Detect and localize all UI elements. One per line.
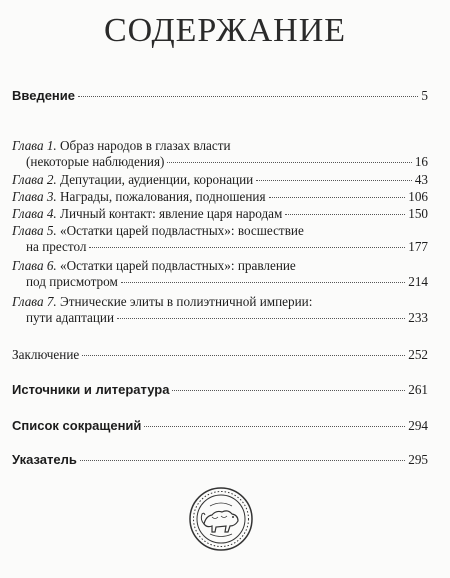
dot-leader <box>269 197 406 198</box>
toc-page-number: 214 <box>408 274 428 289</box>
chapter-prefix: Глава 3. <box>12 189 57 204</box>
chapter-prefix: Глава 5. <box>12 223 57 238</box>
toc-page-number: 261 <box>408 382 428 397</box>
chapter-title: «Остатки царей подвластных»: правление <box>56 258 296 273</box>
chapter-title: Награды, пожалования, подношения <box>56 189 266 204</box>
chapter-title: Этнические элиты в полиэтничной империи: <box>56 294 313 309</box>
toc-entry-label: Заключение <box>12 347 80 362</box>
page-title: СОДЕРЖАНИЕ <box>103 12 347 49</box>
chapter-prefix: Глава 4. <box>12 206 57 221</box>
toc-entry-chapter-7[interactable] <box>12 294 428 326</box>
dot-leader <box>117 318 405 319</box>
dot-leader <box>82 355 405 356</box>
toc-page-number: 5 <box>421 88 428 103</box>
toc-entry-index[interactable] <box>12 452 428 468</box>
dot-leader <box>167 162 411 163</box>
toc-entry-chapter-1[interactable] <box>12 138 428 170</box>
chapter-title: Образ народов в глазах власти <box>56 138 231 153</box>
chapter-title: «Остатки царей подвластных»: восшествие <box>56 223 304 238</box>
toc-entry-chapter-3[interactable] <box>12 189 428 205</box>
toc-page-number: 295 <box>408 452 428 467</box>
chapter-title-continued: (некоторые наблюдения) <box>26 154 165 169</box>
toc-page-number: 233 <box>408 310 428 325</box>
dot-leader <box>172 390 405 391</box>
dot-leader <box>256 180 412 181</box>
toc-page-number: 16 <box>414 154 428 169</box>
toc-entry-intro[interactable] <box>12 88 428 104</box>
chapter-prefix: Глава 6. <box>12 258 57 273</box>
toc-entry-conclusion[interactable] <box>12 347 428 363</box>
toc-page-number: 43 <box>414 172 428 187</box>
toc-page-number: 150 <box>408 206 428 221</box>
toc-page-number: 252 <box>408 347 428 362</box>
chapter-prefix: Глава 2. <box>12 172 57 187</box>
toc-entry-chapter-2[interactable] <box>12 172 428 188</box>
chapter-title: Личный контакт: явление царя народам <box>56 206 283 221</box>
toc-entry-label: Указатель <box>12 452 77 467</box>
dot-leader <box>89 247 405 248</box>
dot-leader <box>121 282 405 283</box>
chapter-title-continued: под присмотром <box>26 274 118 289</box>
dot-leader <box>285 214 405 215</box>
toc-entry-label: Введение <box>12 88 75 103</box>
chapter-title-continued: пути адаптации <box>26 310 115 325</box>
lion-medallion-icon <box>188 486 254 552</box>
toc-page-number: 106 <box>408 189 428 204</box>
toc-entry-label: Источники и литература <box>12 382 170 397</box>
toc-entry-label: Список сокращений <box>12 418 142 433</box>
chapter-title-continued: на престол <box>26 239 87 254</box>
toc-page-number: 177 <box>408 239 428 254</box>
chapter-title: Депутации, аудиенции, коронации <box>56 172 254 187</box>
dot-leader <box>144 426 405 427</box>
toc-entry-chapter-4[interactable] <box>12 206 428 222</box>
toc-entry-abbreviations[interactable] <box>12 418 428 434</box>
toc-entry-sources[interactable] <box>12 382 428 398</box>
dot-leader <box>78 96 418 97</box>
toc-page-number: 294 <box>408 418 428 433</box>
toc-entry-chapter-6[interactable] <box>12 258 428 290</box>
chapter-prefix: Глава 1. <box>12 138 57 153</box>
toc-entry-chapter-5[interactable] <box>12 223 428 255</box>
chapter-prefix: Глава 7. <box>12 294 57 309</box>
dot-leader <box>80 460 405 461</box>
